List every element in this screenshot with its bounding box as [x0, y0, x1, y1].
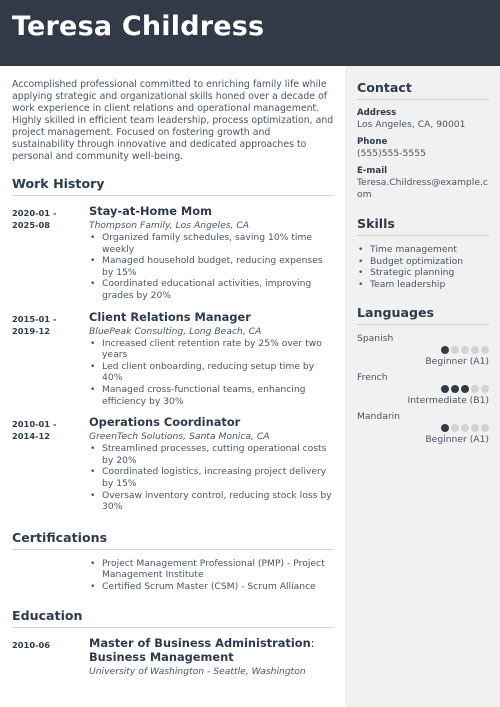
job-duty: • Managed household budget, reducing expenses by 15%	[89, 255, 334, 278]
rating-dot-empty	[461, 346, 469, 354]
job-duties-list	[89, 232, 334, 302]
rating-dot-filled	[441, 424, 449, 432]
certifications-list	[89, 558, 334, 593]
rating-dot-empty	[481, 346, 489, 354]
languages-list	[357, 333, 489, 446]
job-title: Stay-at-Home Mom	[89, 204, 212, 218]
work-dates	[12, 207, 82, 231]
main-column	[12, 79, 334, 686]
degree-title	[89, 636, 334, 664]
skill-item: • Budget optimization	[357, 256, 489, 268]
work-end-date: 2025-08	[12, 220, 51, 230]
job-duty: • Streamlined processes, cutting operational costs by 20%	[89, 443, 334, 466]
work-start-date: 2015-01 -	[12, 313, 57, 324]
rating-dot-empty	[451, 346, 459, 354]
address-value: Los Angeles, CA, 90001	[357, 119, 466, 130]
education-date: 2010-06	[12, 640, 51, 651]
work-entry	[12, 310, 334, 408]
rating-dot-empty	[461, 424, 469, 432]
sidebar	[345, 66, 500, 707]
skill-item: • Time management	[357, 244, 489, 256]
work-end-date: 2019-12	[12, 325, 51, 336]
rating-dot-filled	[441, 385, 449, 393]
contact-heading: Contact	[357, 80, 489, 100]
education-entry	[12, 636, 334, 678]
language-level: Beginner (A1)	[425, 434, 489, 446]
job-duty: • Oversaw inventory control, reducing stock loss by 30%	[89, 490, 334, 513]
rating-dot-filled	[461, 385, 469, 393]
work-dates	[12, 313, 82, 337]
job-duties-list	[89, 338, 334, 408]
language-item	[357, 411, 489, 446]
work-history-list	[12, 204, 334, 513]
company-name: Thompson Family, Los Angeles, CA	[89, 220, 250, 231]
phone-label: Phone	[357, 137, 388, 147]
job-duties-list	[89, 443, 334, 513]
language-rating	[357, 346, 489, 356]
language-rating	[357, 424, 489, 434]
work-entry	[12, 415, 334, 513]
work-history-heading: Work History	[12, 176, 334, 196]
job-title: Operations Coordinator	[89, 415, 241, 430]
language-name: French	[357, 372, 388, 384]
skill-item: • Team leadership	[357, 279, 489, 291]
education-heading: Education	[12, 608, 334, 628]
job-duty: • Increased client retention rate by 25% over two years	[89, 338, 334, 361]
degree-separator: :	[310, 636, 315, 651]
rating-dot-empty	[471, 424, 479, 432]
language-name: Spanish	[357, 333, 394, 345]
phone-value: (555)555-5555	[357, 148, 426, 159]
skills-heading: Skills	[357, 216, 489, 236]
rating-dot-empty	[471, 385, 479, 393]
job-duty: • Led client onboarding, reducing setup time by 40%	[89, 361, 334, 384]
language-level: Beginner (A1)	[425, 356, 489, 368]
resume-header	[0, 0, 500, 66]
email-label: E-mail	[357, 166, 388, 176]
rating-dot-empty	[481, 424, 489, 432]
degree-field: Business Management	[89, 650, 234, 665]
candidate-name: Teresa Childress	[12, 11, 265, 42]
work-dates	[12, 418, 82, 442]
professional-summary: Accomplished professional committed to enriching family life while applying strategic and organizational skills honed over a decade of work experience in client relations and operational management. Highly skilled in efficient team leadership, process optimization, and project management. Focused on fostering growth and sustainability through innovative and dedicated approaches to personal and community well-being.	[12, 79, 334, 162]
language-item	[357, 372, 489, 407]
work-entry	[12, 204, 334, 302]
languages-heading: Languages	[357, 305, 489, 325]
job-title: Client Relations Manager	[89, 309, 251, 324]
language-name: Mandarin	[357, 411, 400, 423]
email-value[interactable]: Teresa.Childress@example.com	[357, 177, 488, 200]
rating-dot-empty	[481, 385, 489, 393]
certifications-heading: Certifications	[12, 530, 334, 550]
certifications-block	[12, 558, 334, 593]
degree-name: Master of Business Administration	[89, 636, 311, 651]
work-end-date: 2014-12	[12, 431, 51, 442]
language-level: Intermediate (B1)	[407, 395, 489, 407]
rating-dot-filled	[441, 346, 449, 354]
address-label: Address	[357, 108, 397, 118]
school-name: University of Washington - Seattle, Washington	[89, 666, 306, 678]
rating-dot-filled	[451, 385, 459, 393]
sidebar-content	[357, 80, 489, 446]
job-duty: • Coordinated logistics, increasing project delivery by 15%	[89, 466, 334, 489]
work-start-date: 2020-01 -	[12, 208, 57, 218]
job-duty: • Coordinated educational activities, improving grades by 20%	[89, 278, 334, 301]
language-item	[357, 333, 489, 368]
education-list	[12, 636, 334, 678]
rating-dot-empty	[471, 346, 479, 354]
certification-item: • Certified Scrum Master (CSM) - Scrum Alliance	[89, 581, 334, 593]
company-name: BluePeak Consulting, Long Beach, CA	[89, 325, 262, 337]
skills-list	[357, 244, 489, 290]
work-start-date: 2010-01 -	[12, 419, 57, 430]
rating-dot-empty	[451, 424, 459, 432]
certification-item: • Project Management Professional (PMP) - Project Management Institute	[89, 558, 334, 581]
skill-item: • Strategic planning	[357, 267, 489, 279]
company-name: GreenTech Solutions, Santa Monica, CA	[89, 431, 270, 443]
job-duty: • Organized family schedules, saving 10% time weekly	[89, 232, 334, 255]
language-rating	[357, 385, 489, 395]
job-duty: • Managed cross-functional teams, enhancing efficiency by 30%	[89, 384, 334, 407]
